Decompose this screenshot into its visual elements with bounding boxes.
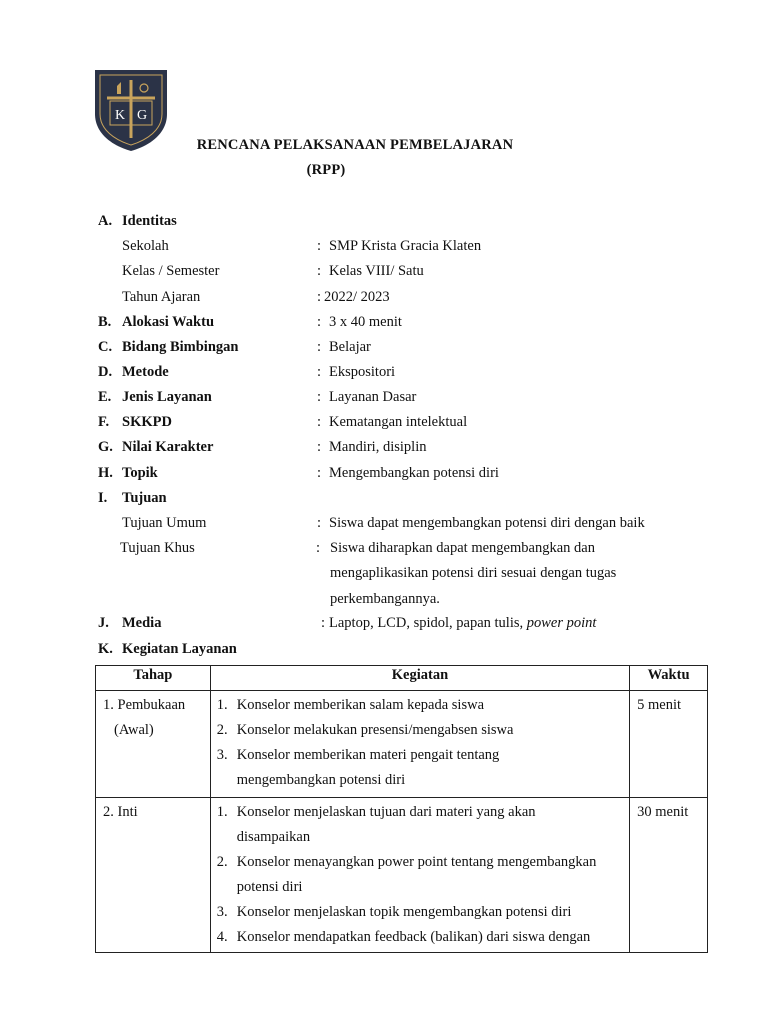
field-value-line: Siswa diharapkan dapat mengembangkan dan <box>330 540 595 556</box>
item-text: Konselor mendapatkan feedback (balikan) dari siswa dengan <box>236 929 591 945</box>
field-label: Sekolah <box>122 238 169 254</box>
list-item <box>215 743 625 793</box>
field-colon: : <box>317 314 322 330</box>
tahap-line: 1. Pembukaan <box>103 697 186 713</box>
section-label: Identitas <box>122 213 177 229</box>
section-label: Topik <box>122 465 158 481</box>
list-item <box>215 900 625 925</box>
item-text: Konselor menjelaskan tujuan dari materi yang akan <box>236 804 536 820</box>
section-letter: A. <box>98 213 113 229</box>
cell-waktu: 5 menit <box>630 691 708 798</box>
section-letter: D. <box>98 364 113 380</box>
field-colon: : <box>317 238 322 254</box>
field-label: Tahun Ajaran <box>122 289 201 305</box>
field-colon: : <box>317 439 322 455</box>
header-tahap: Tahap <box>96 666 211 691</box>
field-value: Ekspositori <box>329 364 396 380</box>
item-text: Konselor menayangkan power point tentang mengembangkan <box>236 854 597 870</box>
list-item <box>215 693 625 718</box>
item-number: 1. <box>216 804 228 820</box>
media-list: Laptop, LCD, spidol, papan tulis, <box>329 615 527 631</box>
field-value-line: mengaplikasikan potensi diri sesuai dengan tugas <box>330 565 617 581</box>
cell-tahap <box>96 691 211 798</box>
field-value: SMP Krista Gracia Klaten <box>329 238 482 254</box>
section-label: Alokasi Waktu <box>122 314 215 330</box>
field-colon: : <box>317 389 322 405</box>
section-label: Jenis Layanan <box>122 389 212 405</box>
field-colon: : <box>317 263 322 279</box>
section-letter: C. <box>98 339 113 355</box>
cell-waktu: 30 menit <box>630 798 708 953</box>
section-label: SKKPD <box>122 414 172 430</box>
section-letter: F. <box>98 414 110 430</box>
item-number: 2. <box>216 722 228 738</box>
item-number: 3. <box>216 747 228 763</box>
header-waktu: Waktu <box>630 666 708 691</box>
field-colon: : <box>316 540 321 556</box>
tahap-line: 2. Inti <box>103 804 138 820</box>
field-colon: : <box>317 465 322 481</box>
logo-letter-g: G <box>136 108 148 123</box>
field-value-line: perkembangannya. <box>330 591 440 607</box>
field-colon: : <box>317 289 322 305</box>
list-item <box>215 925 625 950</box>
tahap-line: (Awal) <box>114 722 154 738</box>
item-text: disampaikan <box>236 829 311 845</box>
section-letter: I. <box>98 490 108 506</box>
item-number: 3. <box>216 904 228 920</box>
field-value: Kelas VIII/ Satu <box>329 263 424 279</box>
field-label: Kelas / Semester <box>122 263 220 279</box>
section-letter: G. <box>98 439 113 455</box>
header-kegiatan: Kegiatan <box>210 666 629 691</box>
document-subtitle: (RPP) <box>306 162 346 178</box>
section-label: Metode <box>122 364 169 380</box>
logo-letter-k: K <box>114 108 126 123</box>
field-value: Mandiri, disiplin <box>329 439 427 455</box>
field-value: Kematangan intelektual <box>329 414 468 430</box>
field-value: 3 x 40 menit <box>329 314 402 330</box>
field-value <box>329 613 596 633</box>
field-value: Mengembangkan potensi diri <box>329 465 499 481</box>
item-text: mengembangkan potensi diri <box>236 772 406 788</box>
table-header-row <box>96 666 708 691</box>
section-letter: H. <box>98 465 113 481</box>
field-value: 2022/ 2023 <box>324 289 390 305</box>
item-number: 4. <box>216 929 228 945</box>
list-item <box>215 718 625 743</box>
field-label: Tujuan Umum <box>122 515 207 531</box>
cell-kegiatan <box>210 691 629 798</box>
list-item <box>215 800 625 850</box>
section-letter: E. <box>98 389 112 405</box>
section-letter: B. <box>98 314 112 330</box>
item-number: 1. <box>216 697 228 713</box>
field-value: Belajar <box>329 339 371 355</box>
item-number: 2. <box>216 854 228 870</box>
section-label: Tujuan <box>122 490 167 506</box>
field-colon: : <box>317 414 322 430</box>
activity-table <box>95 665 708 953</box>
section-letter: K. <box>98 641 113 657</box>
field-colon: : <box>317 339 322 355</box>
list-item <box>215 850 625 900</box>
table-row <box>96 691 708 798</box>
field-colon: : <box>321 615 326 631</box>
section-label: Bidang Bimbingan <box>122 339 239 355</box>
table-row <box>96 798 708 953</box>
item-text: potensi diri <box>236 879 303 895</box>
field-colon: : <box>317 515 322 531</box>
field-value: Layanan Dasar <box>329 389 417 405</box>
item-text: Konselor melakukan presensi/mengabsen siswa <box>236 722 514 738</box>
field-value: Siswa dapat mengembangkan potensi diri dengan baik <box>329 515 645 531</box>
cell-kegiatan <box>210 798 629 953</box>
field-label: Tujuan Khus <box>120 540 195 556</box>
item-text: Konselor memberikan salam kepada siswa <box>236 697 485 713</box>
section-label: Nilai Karakter <box>122 439 214 455</box>
section-letter: J. <box>98 615 109 631</box>
cell-tahap <box>96 798 211 953</box>
section-label: Media <box>122 615 162 631</box>
document-title: RENCANA PELAKSANAAN PEMBELAJARAN <box>196 137 514 153</box>
section-label: Kegiatan Layanan <box>122 641 237 657</box>
field-colon: : <box>317 364 322 380</box>
media-italic: power point <box>526 615 597 631</box>
item-text: Konselor menjelaskan topik mengembangkan potensi diri <box>236 904 572 920</box>
item-text: Konselor memberikan materi pengait tentang <box>236 747 500 763</box>
